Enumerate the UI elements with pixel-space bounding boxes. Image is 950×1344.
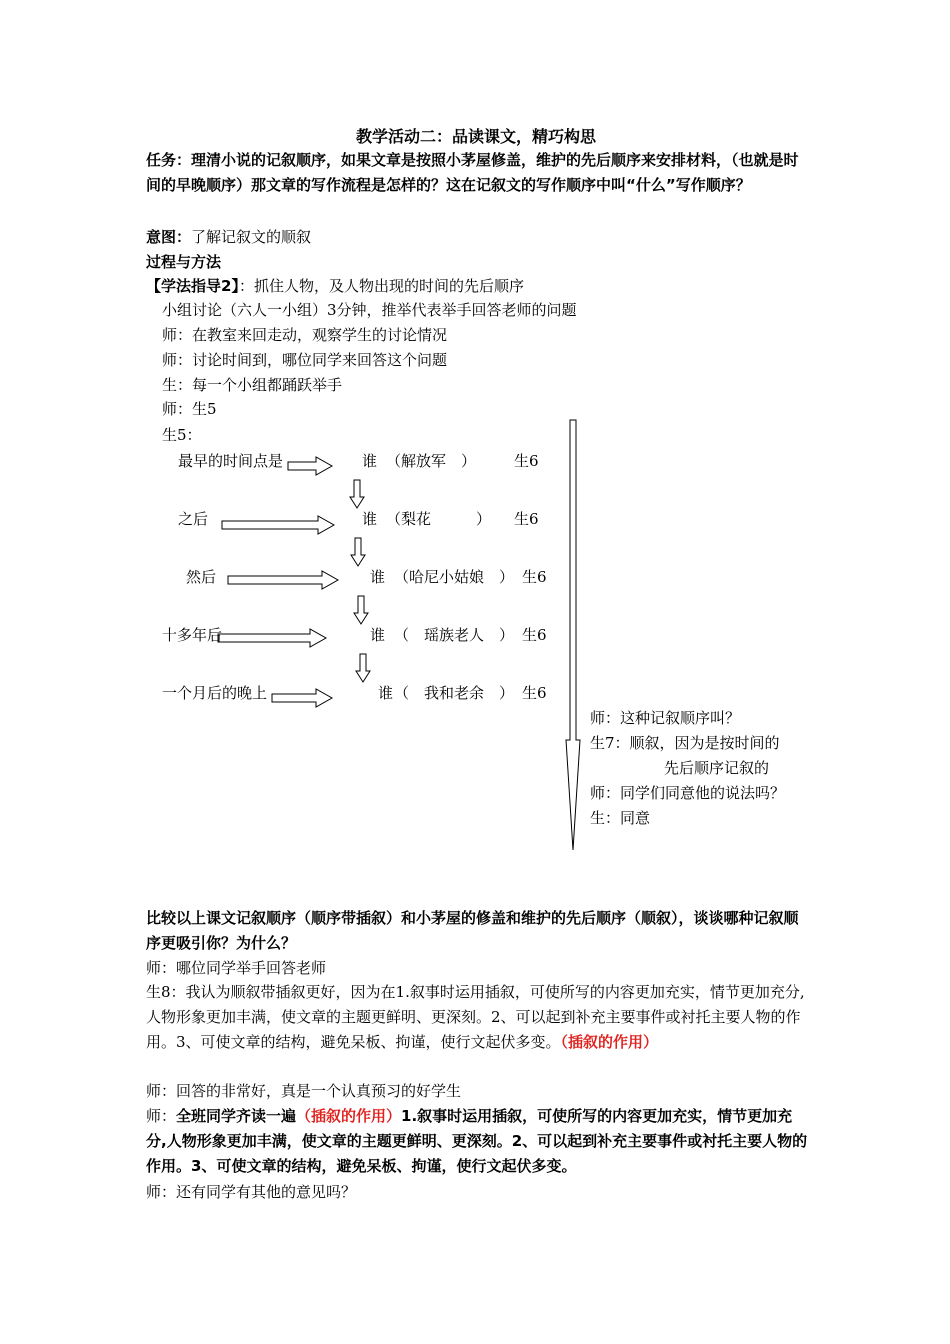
timeline-who: 谁 (362, 452, 378, 470)
side-dialogue-line: 先后顺序记叙的 (664, 759, 770, 777)
side-dialogue-line: 生：同意 (590, 809, 651, 827)
last-line: 师：还有同学有其他的意见吗？ (146, 1183, 357, 1201)
read-paragraph (146, 1104, 811, 1179)
timeline-person: （解放军 ） (386, 452, 477, 470)
timeline-student: 生6 (522, 684, 547, 702)
read-label: 全班同学齐读一遍 (176, 1107, 297, 1125)
process-heading: 过程与方法 (146, 253, 222, 271)
timeline-person: （哈尼小姑娘 ） (394, 568, 515, 586)
timeline-time: 之后 (178, 510, 209, 528)
down-arrow-icon (356, 654, 370, 682)
compare-question: 比较以上课文记叙顺序（顺序带插叙）和小茅屋的修盖和维护的先后顺序（顺叙），谈谈哪种记叙顺序更吸引你？为什么？ (146, 909, 799, 952)
timeline-time: 十多年后 (162, 626, 223, 644)
read-prefix: 师： (146, 1107, 177, 1125)
timeline-time: 最早的时间点是 (178, 452, 284, 470)
task-label: 任务： (146, 151, 192, 169)
timeline-student: 生6 (522, 626, 547, 644)
timeline-time: 然后 (186, 568, 217, 586)
timeline-person: （梨花 ） (386, 510, 492, 528)
timeline-who: 谁 (370, 568, 386, 586)
down-arrow-icon (350, 480, 364, 508)
dialogue-line: 师：在教室来回走动，观察学生的讨论情况 (162, 326, 448, 344)
answer-text: 生8：我认为顺叙带插叙更好，因为在1.叙事时运用插叙，可使所写的内容更加充实，情节更加充分,人物形象更加丰满，使文章的主题更鲜明、更深刻。2、可以起到补充主要事件或衬托主要人物的作用。3、可使文章的结构，避免呆板、拘谨，使行文起伏多变。 (146, 983, 805, 1051)
dialogue-line: 生：每一个小组都踊跃举手 (162, 376, 343, 394)
dialogue-line: 师：讨论时间到，哪位同学来回答这个问题 (162, 351, 448, 369)
timeline-student: 生6 (514, 510, 539, 528)
long-down-arrow-icon (566, 420, 580, 850)
down-arrow-icon (354, 596, 368, 624)
right-arrow-icon (222, 516, 334, 534)
side-dialogue-line: 师：这种记叙顺序叫？ (590, 709, 741, 727)
dialogue-line: 师：生5 (162, 400, 217, 418)
down-arrow-icon (351, 538, 365, 566)
timeline-person: （ 我和老余 ） (394, 684, 515, 702)
right-arrow-icon (272, 689, 332, 707)
intent-label: 意图： (146, 228, 192, 246)
side-dialogue-line: 师：同学们同意他的说法吗？ (590, 784, 786, 802)
right-arrow-icon (288, 457, 332, 475)
timeline-who: 谁 (362, 510, 378, 528)
timeline-who: 谁 (370, 626, 386, 644)
guide-label: 【学法指导2】 (146, 277, 239, 295)
answer-tag: （插叙的作用） (560, 1033, 659, 1051)
timeline-student: 生6 (514, 452, 539, 470)
right-arrow-icon (228, 571, 338, 589)
read-text: 1.叙事时运用插叙，可使所写的内容更加充实，情节更加充分,人物形象更加丰满，使文章的主题更鲜明、更深刻。2、可以起到补充主要事件或衬托主要人物的作用。3、可使文章的结构，避免呆板、拘谨，使行文起伏多变。 (146, 1107, 808, 1175)
page-title: 教学活动二：品读课文，精巧构思 (356, 127, 597, 146)
guide-text: ：抓住人物，及人物出现的时间的先后顺序 (238, 277, 524, 295)
task-text: 理清小说的记叙顺序，如果文章是按照小茅屋修盖，维护的先后顺序来安排材料，（也就是时间的早晚顺序）那文章的写作流程是怎样的？这在记叙文的写作顺序中叫“什么”写作顺序？ (146, 151, 799, 194)
answer-paragraph (146, 980, 811, 1055)
teacher-ask: 师：哪位同学举手回答老师 (146, 959, 327, 977)
dialogue-line: 小组讨论（六人一小组）3分钟，推举代表举手回答老师的问题 (162, 301, 577, 319)
side-dialogue-line: 生7：顺叙，因为是按时间的 (590, 734, 780, 752)
timeline-time: 一个月后的晚上 (162, 684, 268, 702)
timeline-who: 谁 (378, 684, 394, 702)
praise-line: 师：回答的非常好，真是一个认真预习的好学生 (146, 1082, 462, 1100)
timeline-person: （ 瑶族老人 ） (394, 626, 515, 644)
timeline-student: 生6 (522, 568, 547, 586)
dialogue-line: 生5： (162, 426, 202, 444)
right-arrow-icon (218, 629, 326, 647)
read-tag: （插叙的作用） (296, 1107, 402, 1125)
intent-text: 了解记叙文的顺叙 (191, 228, 312, 246)
